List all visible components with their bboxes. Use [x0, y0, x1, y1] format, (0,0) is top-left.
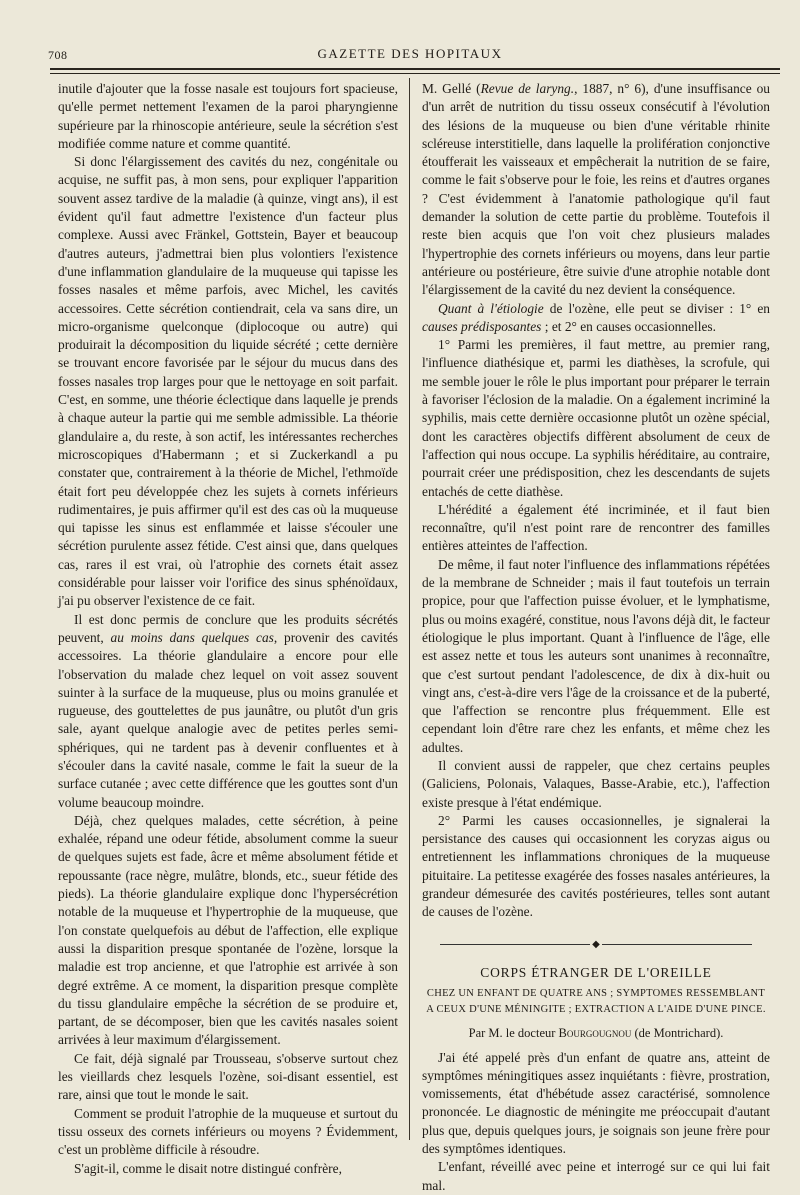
paragraph: inutile d'ajouter que la fosse nasale est toujours fort spacieuse, qu'elle permet nettement l'examen de la paroi pharyngienne supérieure par la rhinoscopie antérieure, seule la sécrétion s'est modifiée comme nature et comme quantité. [58, 81, 398, 151]
paragraph: Quant à l'étiologie de l'ozène, elle peut se diviser : 1° en causes prédisposantes ; et 2° en causes occasionnelles. [422, 300, 770, 334]
paragraph: Il convient aussi de rappeler, que chez certains peuples (Galiciens, Polonais, Valaques, Basse-Arabie, etc.), l'affection existe presque à l'état endémique. [422, 757, 770, 810]
paragraph: Comment se produit l'atrophie de la muqueuse et surtout du tissu osseux des cornets inférieurs ou moyens ? Évidemment, c'est un problème difficile à résoudre. [58, 1105, 398, 1158]
italic-text: Revue de laryng. [480, 81, 575, 96]
paragraph: 1° Parmi les premières, il faut mettre, au premier rang, l'influence diathésique et, parmi les diathèses, la scrofule, qui me semble jouer le rôle le plus important pour préparer le terrain à favoriser l'éclosion de la maladie. On a également incriminé la syphilis, mais cette dernière occasionne plutôt un ozène spécial, dont les caractères objectifs diffèrent absolument de ceux de l'affection qui nous occupe. La syphilis héréditaire, au contraire, pourrait créer une prédisposition, chez les descendants de sujets entachés de cette diathèse. [422, 337, 770, 499]
article-byline [422, 1024, 770, 1042]
byline-prefix: Par M. le docteur [468, 1026, 559, 1041]
right-column [422, 80, 770, 1195]
page-number: 708 [48, 48, 68, 62]
article-separator: ◆ [422, 936, 770, 954]
paragraph: Déjà, chez quelques malades, cette sécrétion, à peine exhalée, répand une odeur fétide, absolument comme la sueur de quelques sujets est fade, âcre et même absolument fétide et repoussante (race nègre, mulâtre, blonds, etc., sueur fétide des pieds). La théorie glandulaire explique donc l'hypersécrétion notable de la muqueuse et l'hypertrophie de la muqueuse, que l'on constate quelquefois au début de l'affection, elle explique aussi la disparition presque spontanée de l'ozène, lorsque la maladie est trop ancienne, et que l'atrophie est arrivée à son degré extrême. A ce moment, la disparition presque complète du tissu glandulaire empêche la sécrétion de se produire et, partant, de se décomposer, bien que les cavités nasales soient arrivées à leur maximum d'élargissement. [58, 812, 398, 1048]
paragraph: J'ai été appelé près d'un enfant de quatre ans, atteint de symptômes méningitiques assez inquiétants : fièvre, prostration, vomissements, état d'hébétude assez caractérisé, somnolence prononcée. Le diagnostic de méningite me préoccupait d'autant plus que, depuis quelques jours, je soignais son jeune frère pour des symptômes identiques. [422, 1049, 770, 1157]
page-header [40, 44, 780, 66]
italic-text: causes prédisposantes [422, 318, 542, 334]
paragraph: S'agit-il, comme le disait notre distingué confrère, [74, 1160, 342, 1176]
paragraph: 2° Parmi les causes occasionnelles, je signalerai la persistance des causes qui occasionnent les coryzas aigus ou entretiennent les inflammations chroniques de la muqueuse pituitaire. La petitesse exagérée des fosses nasales antérieures, la grandeur démesurée des cavités postérieures, telles sont autant de causes de l'ozène. [422, 812, 770, 920]
italic-text: Quant à l'étiologie [438, 300, 544, 316]
paragraph: L'hérédité a également été incriminée, et il faut bien reconnaître, qu'il n'est point rare de rencontrer des familles entières atteintes de l'affection. [422, 501, 770, 554]
paragraph: De même, il faut noter l'influence des inflammations répétées de la membrane de Schneider ; mais il faut toutefois un terrain propice, pour que l'affection puisse évoluer, et le lymphatisme, plus ou moins exagéré, constitue, nous l'avons déjà dit, le facteur étiologique le plus important. Quant à l'influence de l'âge, elle est assez nette et tous les auteurs sont unanimes à reconnaître, que c'est surtout pendant l'adolescence, de dix à dix-huit ou vingt ans, c'est-à-dire vers l'âge de la croissance et de la puberté, que l'affection se rencontre plus fréquemment. Elle est cependant loin d'être rare chez les enfants, et même chez les adultes. [422, 556, 770, 755]
paragraph: Il est donc permis de conclure que les produits sécrétés peuvent, au moins dans quelques cas, provenir des cavités accessoires. La théorie glandulaire a encore pour elle l'observation du malade chez lequel on voit assez souvent suinter à la surface de la muqueuse, plus ou moins granulée et rugueuse, des gouttelettes de pus jaunâtre, ou plutôt d'un gris sale, ayant quelque analogie avec de petites perles semi-sphériques, qui ne tardent pas à devenir confluentes et à s'écouler dans la cavité nasale, comme le fait la sueur de la surface cutanée ; avec cette différence que les gouttes sont d'un volume beaucoup moindre. [58, 611, 399, 810]
paragraph: Si donc l'élargissement des cavités du nez, congénitale ou acquise, ne suffit pas, à mon sens, pour expliquer l'apparition souvent assez tardive de la maladie (à quinze, vingt ans), il est évident qu'il faut admettre l'existence d'un facteur plus complexe. Aussi avec Fränkel, Gottstein, Bayer et beaucoup d'autres auteurs, j'admettrai bien plus volontiers l'existence d'une inflammation glandulaire de la muqueuse qui tapisse les fosses nasales et même parfois, avec Michel, les cavités accessoires. Cette sécrétion contiendrait, cela va sans dire, un micro-organisme quelconque (diplocoque ou autre) qui produirait la décomposition du liquide sécrété ; cette dernière se trouvant encore favorisée par le séjour du mucus dans des fosses nasales trop larges pour que le nettoyage en soit parfait. C'est, en somme, une théorie éclectique dans laquelle je prends à chaque auteur la partie qui me semble admissible. La théorie glandulaire a, du reste, à son actif, les intéressantes recherches microscopiques d'Habermann ; et si Zuckerkandl a pu constater que, contrairement à la théorie de Michel, l'ethmoïde était fort peu développée chez les sujets à cornets inférieurs rudimentaires, je puis affirmer qu'il est des cas où la muqueuse qui tapisse les sinus est enflammée et laisse s'écouler une sécrétion purulente assez fétide. C'est ainsi que, dans quelques cas, rares il est vrai, où l'atrophie des cornets était assez considérable pour laisser voir l'orifice des sinus sphénoïdaux, j'ai pu observer l'existence de ce fait. [58, 154, 398, 609]
italic-text: au moins dans quelques cas [110, 629, 274, 645]
paragraph: Ce fait, déjà signalé par Trousseau, s'observe surtout chez les vieillards chez lesquels l'ozène, soi-disant essentiel, est rare, ainsi que tout le monde le sait. [58, 1050, 398, 1103]
header-rule-thick [50, 68, 780, 70]
header-rule-thin [50, 73, 780, 74]
column-divider [409, 78, 410, 1140]
journal-title: GAZETTE DES HOPITAUX [317, 46, 503, 61]
author-name: Bourgougnou [558, 1026, 632, 1041]
article-subtitle: CHEZ UN ENFANT DE QUATRE ANS ; SYMPTOMES RESSEMBLANT A CEUX D'UNE MÉNINGITE ; EXTRACTION A L'AIDE D'UNE PINCE. [426, 988, 766, 1016]
left-column [58, 80, 398, 1178]
paragraph: L'enfant, réveillé avec peine et interrogé sur ce qui lui fait mal. [422, 1159, 770, 1193]
article-title: CORPS ÉTRANGER DE L'OREILLE [480, 964, 712, 980]
paragraph: M. Gellé (Revue de laryng., 1887, n° 6), d'une insuffisance ou d'un arrêt de nutrition du tissu osseux consécutif à l'évolution des lésions de la muqueuse ou bien d'une véritable rhinite scléreuse interstitielle, dans laquelle la prolifération conjonctive étoufferait les vaisseaux et empêcherait la nutrition de se faire, comme le fait s'observe pour le foie, les reins et d'autres organes ? C'est évidemment à l'anatomie pathologique qu'il faut demander la solution de cette partie du problème. Toutefois il reste bien acquis que l'on voit chez plusieurs malades l'hypertrophie des cornets inférieurs ou moyens, dans leur partie antérieure ou postérieure, être suivie d'une atrophie notable dont l'élargissement de la cavité du nez devient la conséquence. [422, 81, 770, 298]
byline-suffix: (de Montrichard). [631, 1026, 724, 1041]
